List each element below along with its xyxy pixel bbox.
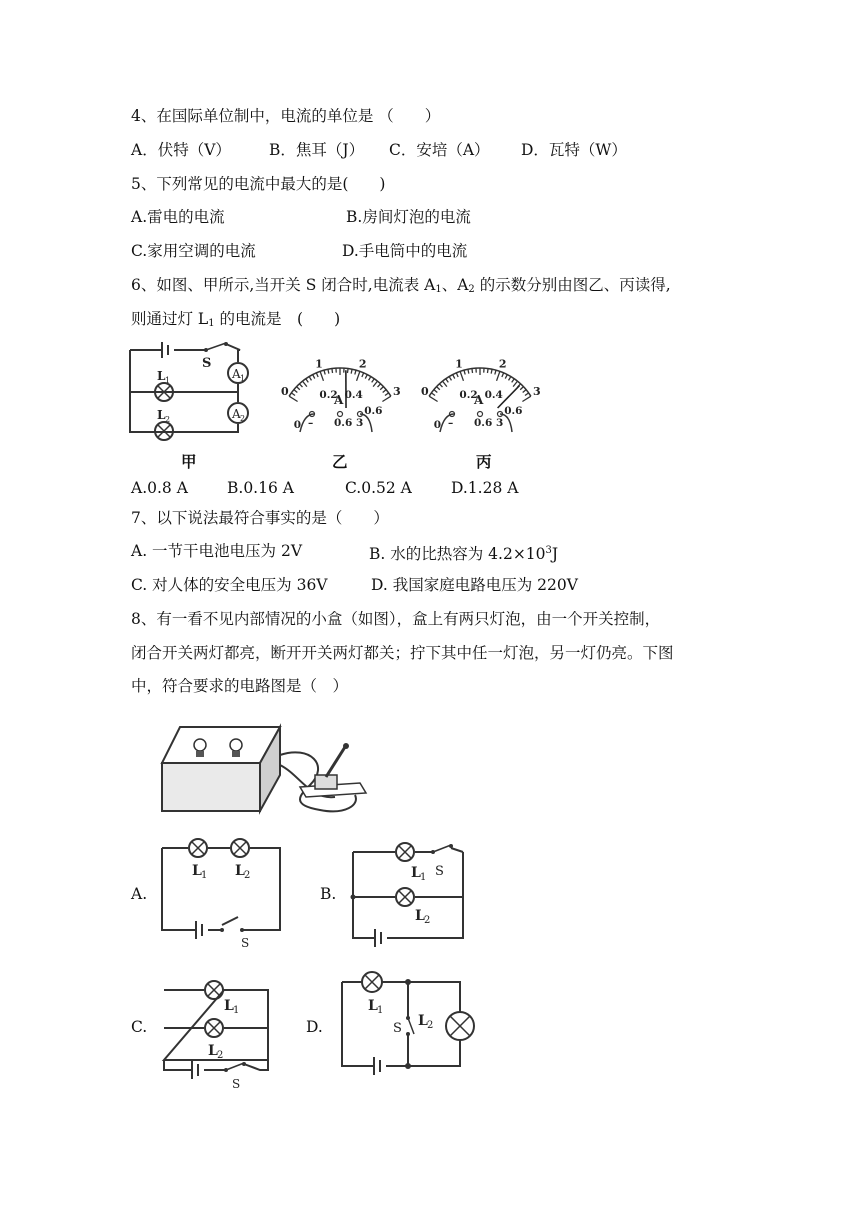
q6-stem-line2: 则通过灯 $L_1$ 的电流是 ( ) (131, 310, 341, 329)
meter-lower-tick-label: 0.4 (484, 389, 503, 402)
svg-text:S: S (435, 864, 444, 879)
meter-lower-tick-label: 0 (293, 418, 302, 431)
meter-upper-tick-label: 0 (421, 385, 429, 399)
q4-option-b: B．焦耳（J） (269, 141, 365, 159)
svg-text:1: 1 (377, 1005, 384, 1016)
q7-option-d: D. 我国家庭电路电压为 220V (371, 576, 578, 594)
svg-text:L: L (235, 863, 245, 879)
meter-upper-tick-label: 2 (358, 357, 367, 371)
svg-text:L: L (418, 1013, 428, 1029)
q6-circuit-jia (128, 340, 258, 440)
q5-option-a: A.雷电的电流 (131, 208, 225, 226)
q8-stem-line2: 闭合开关两灯都亮，断开开关两灯都关；拧下其中任一灯泡，另一灯仍亮。下图 (131, 644, 674, 662)
svg-text:2: 2 (244, 870, 251, 881)
q4-option-c: C．安培（A） (389, 141, 490, 159)
meter-lower-tick-label: 0.2 (319, 389, 338, 402)
l1-label: L (157, 369, 166, 383)
q4-option-a: A．伏特（V） (131, 141, 231, 159)
svg-text:2: 2 (240, 414, 246, 423)
q6-option-c: C.0.52 A (345, 479, 412, 497)
meter-terminal-label: 0.6 (474, 417, 493, 429)
meter-unit: A (474, 393, 484, 407)
q6-option-d: D.1.28 A (451, 479, 519, 497)
switch-label: S (202, 356, 212, 371)
svg-text:1: 1 (165, 376, 171, 385)
q8-circuit-c (160, 978, 275, 1093)
q8-stem-line1: 8、有一看不见内部情况的小盒（如图），盒上有两只灯泡，由一个开关控制， (131, 610, 661, 628)
fig-label-yi: 乙 (332, 452, 348, 471)
meter-upper-tick-label: 3 (392, 385, 401, 399)
svg-text:L: L (192, 863, 202, 879)
svg-text:S: S (232, 1077, 241, 1091)
q5-option-b: B.房间灯泡的电流 (346, 208, 471, 226)
q7-stem: 7、以下说法最符合事实的是（ ） (131, 509, 389, 527)
q7-option-b: B. 水的比热容为 $4.2\times 10^3J$ (369, 545, 559, 563)
svg-text:2: 2 (217, 1050, 224, 1061)
a1-label: A (232, 367, 241, 381)
q6-option-b: B.0.16 A (227, 479, 294, 497)
meter-upper-tick-label: 1 (315, 357, 323, 371)
q4-stem: 4、在国际单位制中，电流的单位是 （ ） (131, 107, 441, 125)
meter-terminal-label: – (448, 417, 454, 429)
q4-option-d: D．瓦特（W） (521, 141, 627, 159)
q7-option-a: A. 一节干电池电压为 2V (131, 542, 303, 560)
meter-upper-tick-label: 3 (532, 385, 541, 399)
q5-stem: 5、下列常见的电流中最大的是( ) (131, 175, 386, 193)
q8-option-c-label: C. (131, 1018, 148, 1036)
q8-option-d-label: D. (306, 1018, 323, 1036)
fig-label-bing: 丙 (476, 452, 492, 471)
meter-unit: A (334, 393, 344, 407)
svg-text:L: L (224, 998, 234, 1014)
svg-text:L: L (368, 998, 378, 1014)
svg-text:2: 2 (427, 1020, 434, 1031)
meter-lower-tick-label: 0.6 (504, 404, 523, 417)
meter-terminal-label: 3 (356, 417, 364, 429)
q6-meter-bing (420, 340, 540, 440)
svg-text:1: 1 (420, 872, 427, 883)
q6-option-a: A.0.8 A (131, 479, 188, 497)
meter-upper-tick-label: 1 (455, 357, 463, 371)
q8-stem-line3: 中，符合要求的电路图是（ ） (131, 677, 349, 695)
meter-upper-tick-label: 0 (281, 385, 289, 399)
q6-meter-yi (280, 340, 400, 440)
svg-text:1: 1 (201, 870, 208, 881)
svg-text:2: 2 (165, 415, 171, 424)
meter-lower-tick-label: 0.2 (459, 389, 478, 402)
svg-text:2: 2 (424, 915, 431, 926)
q8-box-illustration (160, 725, 370, 825)
svg-text:S: S (393, 1021, 402, 1036)
fig-label-jia: 甲 (181, 452, 197, 471)
q8-option-a-label: A. (131, 885, 148, 903)
l2-label: L (157, 408, 166, 422)
q8-circuit-d (338, 968, 478, 1078)
q8-circuit-a (160, 835, 285, 950)
svg-text:S: S (241, 936, 250, 950)
meter-upper-tick-label: 2 (498, 357, 507, 371)
q5-option-c: C.家用空调的电流 (131, 242, 256, 260)
meter-lower-tick-label: 0 (433, 418, 442, 431)
q8-option-b-label: B. (320, 885, 337, 903)
meter-terminal-label: 3 (496, 417, 504, 429)
svg-text:L: L (411, 865, 421, 881)
meter-lower-tick-label: 0.6 (364, 404, 383, 417)
svg-text:1: 1 (233, 1005, 240, 1016)
q8-circuit-b (345, 840, 470, 955)
meter-lower-tick-label: 0.4 (344, 389, 363, 402)
q7-option-c: C. 对人体的安全电压为 36V (131, 576, 328, 594)
meter-terminal-label: 0.6 (334, 417, 353, 429)
q5-option-d: D.手电筒中的电流 (342, 242, 468, 260)
meter-terminal-label: – (308, 417, 314, 429)
svg-text:1: 1 (240, 374, 246, 383)
a2-label: A (232, 407, 241, 421)
q6-stem-line1: 6、如图、甲所示,当开关 S 闭合时,电流表 $A_1$、$A_2$ 的示数分别由图乙、丙读得, (131, 276, 671, 295)
svg-text:L: L (415, 908, 425, 924)
svg-text:L: L (208, 1043, 218, 1059)
